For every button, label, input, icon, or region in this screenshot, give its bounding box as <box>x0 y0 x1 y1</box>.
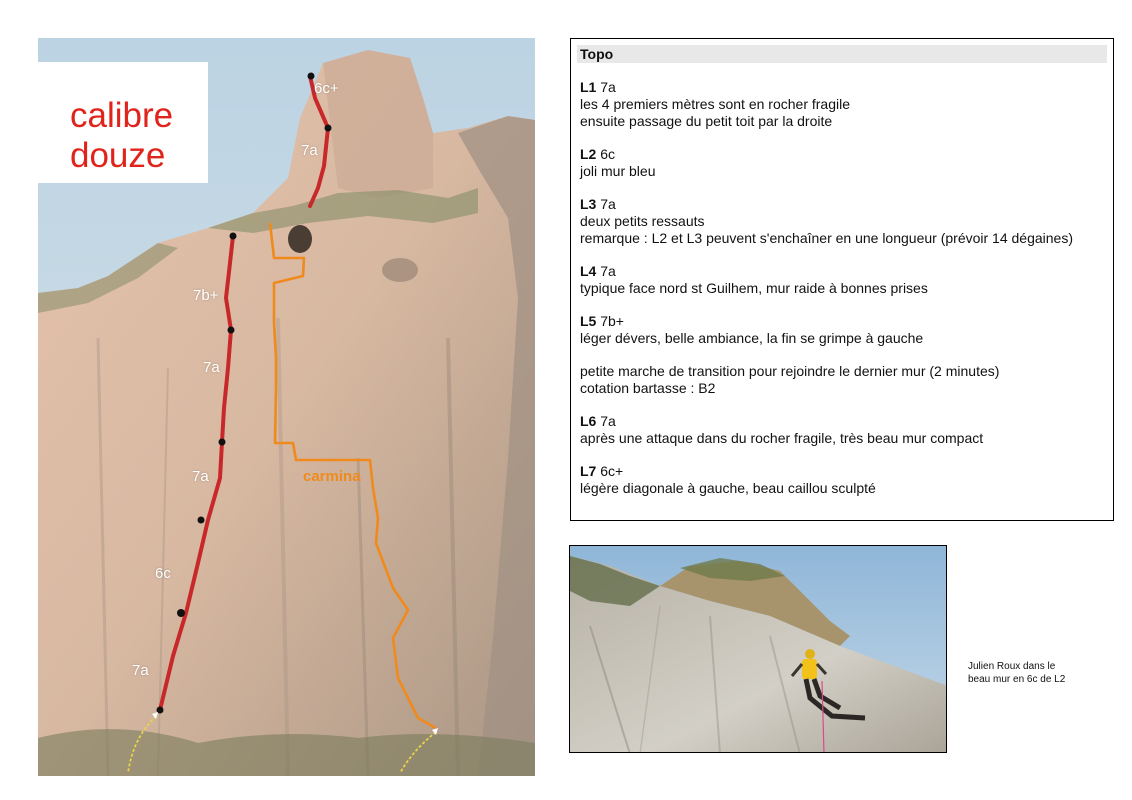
grade-label-l5: 7b+ <box>193 287 219 304</box>
pitch-grade: 7a <box>600 263 616 279</box>
pitch-id: L1 <box>580 79 597 95</box>
pitch-id: L2 <box>580 146 597 162</box>
route-title-line2: douze <box>70 136 166 175</box>
pitch-l1 <box>580 79 1110 130</box>
pitch-id: L6 <box>580 413 597 429</box>
transition-note <box>580 363 1110 397</box>
grade-label-l7: 6c+ <box>314 80 339 97</box>
pitch-l5 <box>580 313 1110 347</box>
caption-line1: Julien Roux dans le <box>968 661 1056 672</box>
grade-label-l1: 7a <box>132 662 149 679</box>
pitch-id: L4 <box>580 263 597 279</box>
photo-caption <box>968 660 1088 686</box>
grade-label-l3: 7a <box>192 468 209 485</box>
transition-text: petite marche de transition pour rejoindre le dernier mur (2 minutes) <box>580 363 1000 379</box>
grade-label-l4: 7a <box>203 359 220 376</box>
cliff-photo <box>38 38 535 776</box>
route-title <box>70 96 173 176</box>
topo-box <box>570 38 1114 521</box>
grade-label-l6: 7a <box>301 142 318 159</box>
transition-rating: cotation bartasse : B2 <box>580 380 716 396</box>
pitch-l4 <box>580 263 1110 297</box>
pitch-description: après une attaque dans du rocher fragile, très beau mur compact <box>580 430 984 446</box>
carmina-route-label: carmina <box>303 468 361 485</box>
route-title-line1: calibre <box>70 96 174 135</box>
pitch-grade: 7a <box>600 413 616 429</box>
pitch-grade: 6c <box>600 146 616 162</box>
pitch-description: légère diagonale à gauche, beau caillou sculpté <box>580 480 876 496</box>
pitch-grade: 7a <box>600 79 616 95</box>
pitch-remark: remarque : L2 et L3 peuvent s'enchaîner en une longueur (prévoir 14 dégaines) <box>580 230 1074 246</box>
climber-photo <box>569 545 947 753</box>
pitch-l3 <box>580 196 1110 247</box>
pitch-description: deux petits ressauts <box>580 213 705 229</box>
pitch-description: les 4 premiers mètres sont en rocher fragile <box>580 96 850 112</box>
climber-illustration <box>570 546 947 753</box>
pitch-id: L5 <box>580 313 597 329</box>
pitch-id: L3 <box>580 196 597 212</box>
title-card <box>38 62 208 183</box>
pitch-l2 <box>580 146 1110 180</box>
pitch-grade: 6c+ <box>600 463 624 479</box>
pitch-description: joli mur bleu <box>580 163 656 179</box>
caption-line2: beau mur en 6c de L2 <box>968 674 1066 685</box>
pitch-description: ensuite passage du petit toit par la droite <box>580 113 833 129</box>
pitch-grade: 7a <box>600 196 616 212</box>
topo-header: Topo <box>577 45 1107 63</box>
pitch-l6 <box>580 413 1110 447</box>
topo-body <box>580 79 1110 513</box>
pitch-grade: 7b+ <box>600 313 624 329</box>
pitch-id: L7 <box>580 463 597 479</box>
pitch-description: léger dévers, belle ambiance, la fin se grimpe à gauche <box>580 330 924 346</box>
grade-label-l2: 6c <box>155 565 171 582</box>
pitch-l7 <box>580 463 1110 497</box>
pitch-description: typique face nord st Guilhem, mur raide à bonnes prises <box>580 280 928 296</box>
